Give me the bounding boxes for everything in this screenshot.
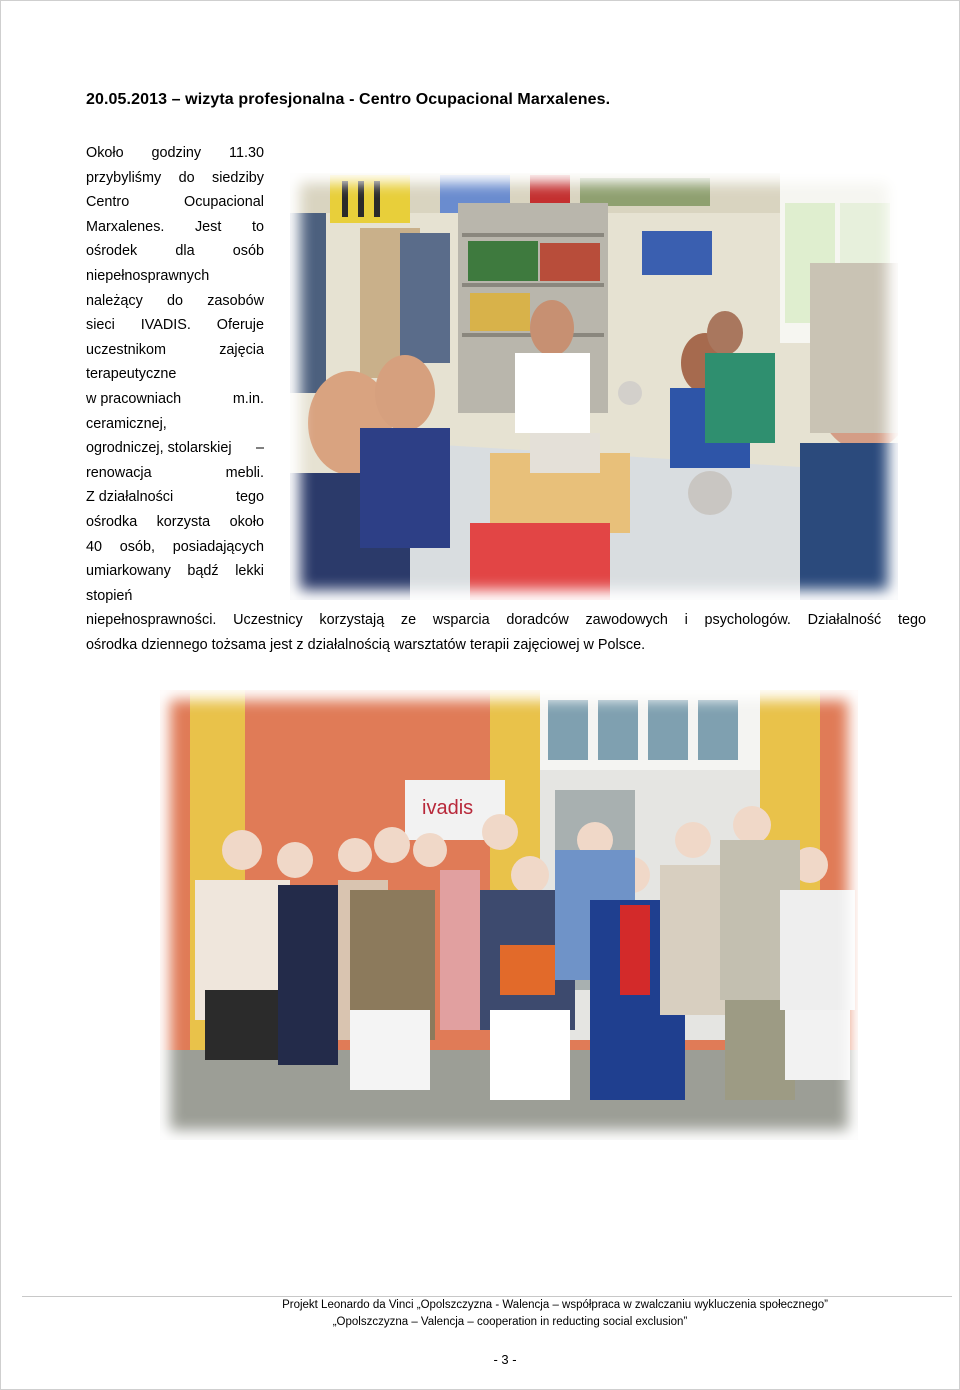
word: tego: [235, 489, 264, 506]
word: Ocupacional: [184, 194, 264, 211]
paragraph-line: [86, 436, 264, 461]
paragraph-line: [86, 338, 264, 363]
paragraph-line: [86, 166, 264, 191]
word: ze: [400, 612, 417, 629]
paragraph-line: [86, 239, 264, 264]
word: należący: [86, 292, 143, 309]
group-photo: [160, 690, 858, 1140]
word: osób: [232, 243, 264, 260]
word: sieci: [86, 317, 115, 334]
word: zajęcia: [219, 341, 264, 358]
word: stopień: [86, 587, 133, 604]
word: lekki: [235, 563, 264, 580]
word: niepełnosprawności.: [86, 612, 217, 629]
paragraph-line: [86, 289, 264, 314]
paragraph-line: [86, 584, 926, 609]
paragraph-line: [86, 535, 264, 560]
word: korzystają: [319, 612, 385, 629]
word: godziny: [151, 145, 202, 161]
paragraph-line: [86, 387, 264, 412]
word: Działalność: [807, 612, 882, 629]
paragraph-line: [86, 264, 926, 289]
paragraph-line: [86, 412, 926, 437]
word: siedziby: [212, 169, 264, 186]
word: Oferuje: [216, 317, 264, 334]
paragraph-line: [86, 362, 926, 387]
word: Około: [86, 145, 124, 161]
word: 11.30: [229, 145, 264, 161]
footer-english-line: „Opolszczyzna – Valencja – cooperation in reducting social exclusion”: [332, 1316, 688, 1328]
word: bądź: [187, 563, 219, 580]
paragraph-line: [86, 485, 264, 510]
word: przybyliśmy: [86, 169, 162, 186]
word: psychologów.: [704, 612, 791, 629]
word: Uczestnicy: [233, 612, 303, 629]
document-title: 20.05.2013 – wizyta profesjonalna - Centro Ocupacional Marxalenes.: [86, 91, 611, 108]
sign-logo-text: ivadis: [422, 797, 474, 819]
word: ośrodka: [86, 513, 138, 530]
word: do: [178, 169, 195, 186]
word: renowacja: [86, 464, 152, 481]
paragraph-line: [86, 461, 264, 486]
word: –: [255, 440, 264, 457]
page-number: - 3 -: [493, 1352, 517, 1367]
word: terapeutyczne: [86, 366, 177, 383]
word: 40: [86, 538, 103, 555]
paragraph-narrow-lines: [86, 141, 926, 608]
word: korzysta: [156, 513, 211, 530]
paragraph-last-line: ośrodka dziennego tożsama jest z działalnością warsztatów terapii zajęciowej w Polsce.: [86, 636, 646, 653]
word: niepełnosprawnych: [86, 267, 210, 284]
word: tego: [897, 612, 926, 629]
body-paragraph: [86, 141, 926, 657]
paragraph-line: [86, 215, 264, 240]
word: i: [684, 612, 688, 629]
word: uczestnikom: [86, 341, 166, 358]
word: ogrodniczej, stolarskiej: [86, 440, 232, 457]
word: IVADIS.: [140, 317, 191, 334]
word: m.in.: [232, 390, 264, 407]
word: mebli.: [225, 464, 264, 481]
word: ośrodek: [86, 243, 138, 260]
paragraph-line: [86, 608, 926, 633]
paragraph-line: [86, 559, 264, 584]
word: doradców: [506, 612, 569, 629]
paragraph-wide-lines: [86, 608, 926, 633]
word: wsparcia: [432, 612, 490, 629]
footer-project-line: Projekt Leonardo da Vinci „Opolszczyzna - Walencja – współpraca w zwalczaniu wykluczenia społecznego”: [282, 1299, 828, 1311]
paragraph-line: [86, 141, 264, 166]
footer-rule: [22, 1296, 952, 1297]
paragraph-line: [86, 190, 264, 215]
word: około: [229, 513, 264, 530]
word: zasobów: [207, 292, 264, 309]
word: Jest: [194, 218, 222, 235]
word: osób,: [119, 538, 156, 555]
word: Marxalenes.: [86, 218, 165, 235]
word: Z działalności: [86, 489, 174, 506]
paragraph-line: [86, 510, 264, 535]
paragraph-line: [86, 313, 264, 338]
word: umiarkowany: [86, 563, 171, 580]
word: ceramicznej,: [86, 415, 167, 432]
word: zawodowych: [585, 612, 668, 629]
word: Centro: [86, 194, 130, 211]
word: dla: [175, 243, 195, 260]
word: to: [251, 218, 264, 235]
word: do: [166, 292, 183, 309]
word: w pracowniach: [86, 390, 182, 407]
word: posiadających: [172, 538, 264, 555]
